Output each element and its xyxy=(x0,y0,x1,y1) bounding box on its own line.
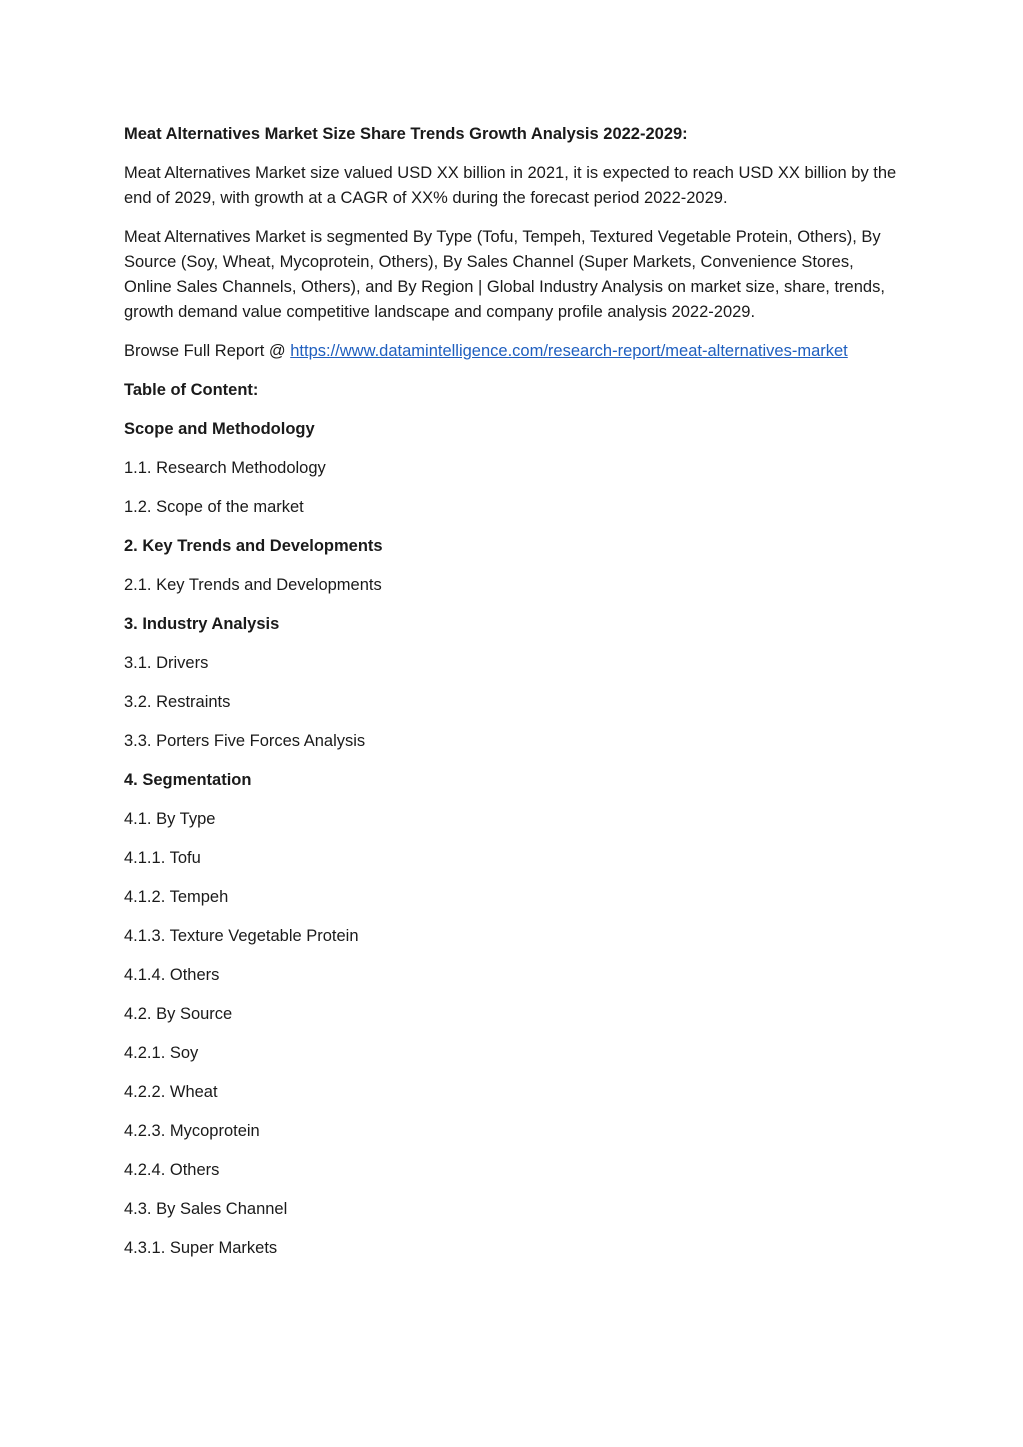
toc-item: 3.1. Drivers xyxy=(124,654,209,672)
toc-item: 4.3.1. Super Markets xyxy=(124,1239,278,1257)
toc-section-heading: 2. Key Trends and Developments xyxy=(124,537,383,555)
toc-item: 4.1.2. Tempeh xyxy=(124,888,229,906)
toc-list xyxy=(124,417,904,1261)
intro-paragraph: Meat Alternatives Market size valued USD XX billion in 2021, it is expected to reach USD XX billion by the end of 2029, with growth at a CAGR of XX% during the forecast period 2022-2029. xyxy=(124,164,897,207)
segmentation-paragraph: Meat Alternatives Market is segmented By Type (Tofu, Tempeh, Textured Vegetable Protein, Others), By Source (Soy, Wheat, Mycoprotein, Others), By Sales Channel (Super Markets, Convenience Stores, Online Sales Channels, Others), and By Region | Global Industry Analysis on market size, share, trends, growth demand value competitive landscape and company profile analysis 2022-2029. xyxy=(124,228,885,321)
report-link[interactable]: https://www.datamintelligence.com/research-report/meat-alternatives-market xyxy=(290,342,848,360)
toc-item: 4.2.4. Others xyxy=(124,1161,220,1179)
toc-item: 4.2.2. Wheat xyxy=(124,1083,218,1101)
toc-item: 4.2. By Source xyxy=(124,1005,233,1023)
toc-section-heading: 4. Segmentation xyxy=(124,771,252,789)
toc-item: 3.3. Porters Five Forces Analysis xyxy=(124,732,366,750)
toc-heading: Table of Content: xyxy=(124,381,259,399)
document-page xyxy=(124,122,904,1275)
toc-item: 3.2. Restraints xyxy=(124,693,231,711)
toc-item: 4.2.3. Mycoprotein xyxy=(124,1122,260,1140)
document-title: Meat Alternatives Market Size Share Trends Growth Analysis 2022-2029: xyxy=(124,125,688,143)
toc-item: 4.1.4. Others xyxy=(124,966,220,984)
toc-item: 1.1. Research Methodology xyxy=(124,459,326,477)
toc-section-heading: 3. Industry Analysis xyxy=(124,615,280,633)
toc-item: 4.1.3. Texture Vegetable Protein xyxy=(124,927,359,945)
toc-item: 2.1. Key Trends and Developments xyxy=(124,576,382,594)
toc-item: 1.2. Scope of the market xyxy=(124,498,304,516)
toc-section-heading: Scope and Methodology xyxy=(124,420,315,438)
toc-item: 4.1. By Type xyxy=(124,810,216,828)
toc-item: 4.2.1. Soy xyxy=(124,1044,199,1062)
toc-item: 4.1.1. Tofu xyxy=(124,849,201,867)
browse-prefix: Browse Full Report @ xyxy=(124,342,291,360)
browse-report-line xyxy=(124,339,904,364)
toc-item: 4.3. By Sales Channel xyxy=(124,1200,288,1218)
